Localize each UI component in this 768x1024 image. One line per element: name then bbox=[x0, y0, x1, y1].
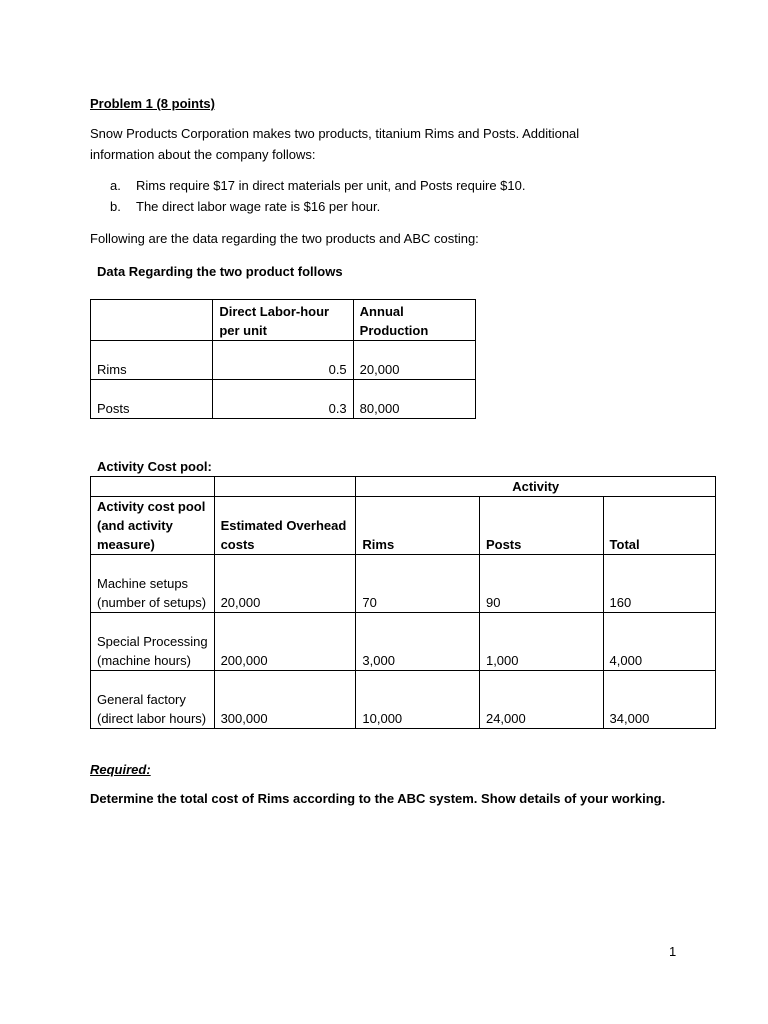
table-cell-empty bbox=[91, 477, 215, 497]
list-item bbox=[110, 175, 525, 196]
activity-group-header: Activity bbox=[356, 477, 716, 497]
table-cell: 4,000 bbox=[603, 613, 715, 671]
table-cell: 24,000 bbox=[479, 671, 603, 729]
activity-table-heading: Activity Cost pool: bbox=[97, 459, 212, 474]
table-cell: Posts bbox=[91, 380, 213, 419]
table-cell: 90 bbox=[479, 555, 603, 613]
table-group-header-row bbox=[91, 477, 716, 497]
table-cell: Machine setups (number of setups) bbox=[91, 555, 215, 613]
table-cell: 34,000 bbox=[603, 671, 715, 729]
activity-cost-table bbox=[90, 476, 716, 729]
required-label: Required: bbox=[90, 762, 151, 777]
following-text: Following are the data regarding the two products and ABC costing: bbox=[90, 231, 479, 246]
table-row bbox=[91, 671, 716, 729]
list-marker: b. bbox=[110, 199, 121, 214]
table-cell: 200,000 bbox=[214, 613, 356, 671]
table-header-row bbox=[91, 300, 476, 341]
table-cell: 20,000 bbox=[214, 555, 356, 613]
table-header-cell: Rims bbox=[356, 497, 480, 555]
table-cell: 80,000 bbox=[353, 380, 475, 419]
list-marker: a. bbox=[110, 178, 121, 193]
table-header-cell: Direct Labor-hour per unit bbox=[213, 300, 353, 341]
table-cell: 10,000 bbox=[356, 671, 480, 729]
table-header-cell: Activity cost pool (and activity measure) bbox=[91, 497, 215, 555]
table-cell: Special Processing (machine hours) bbox=[91, 613, 215, 671]
problem-title: Problem 1 (8 points) bbox=[90, 96, 215, 111]
table-row bbox=[91, 613, 716, 671]
list-item bbox=[110, 196, 525, 217]
table-row bbox=[91, 555, 716, 613]
table-cell: 1,000 bbox=[479, 613, 603, 671]
info-list bbox=[110, 175, 525, 217]
table-cell: Rims bbox=[91, 341, 213, 380]
table-cell: 70 bbox=[356, 555, 480, 613]
table-header-cell bbox=[91, 300, 213, 341]
table-header-row bbox=[91, 497, 716, 555]
table-cell: 300,000 bbox=[214, 671, 356, 729]
table-cell: 20,000 bbox=[353, 341, 475, 380]
table-cell: 0.3 bbox=[213, 380, 353, 419]
intro-line: Snow Products Corporation makes two products, titanium Rims and Posts. Additional bbox=[90, 126, 580, 141]
table-header-cell: Estimated Overhead costs bbox=[214, 497, 356, 555]
table-header-cell: Posts bbox=[479, 497, 603, 555]
product-table-heading: Data Regarding the two product follows bbox=[97, 264, 343, 279]
page-number: 1 bbox=[669, 944, 677, 959]
table-cell: 160 bbox=[603, 555, 715, 613]
table-header-cell: Total bbox=[603, 497, 715, 555]
question-text: Determine the total cost of Rims according to the ABC system. Show details of your working. bbox=[90, 791, 666, 806]
table-header-cell: Annual Production bbox=[353, 300, 475, 341]
table-cell: 3,000 bbox=[356, 613, 480, 671]
list-item-text: Rims require $17 in direct materials per unit, and Posts require $10. bbox=[136, 178, 526, 193]
table-cell: General factory (direct labor hours) bbox=[91, 671, 215, 729]
table-row bbox=[91, 380, 476, 419]
table-cell: 0.5 bbox=[213, 341, 353, 380]
product-data-table bbox=[90, 299, 476, 419]
list-item-text: The direct labor wage rate is $16 per hour. bbox=[136, 199, 381, 214]
intro-paragraph bbox=[90, 123, 650, 165]
table-row bbox=[91, 341, 476, 380]
intro-line: information about the company follows: bbox=[90, 147, 316, 162]
table-cell-empty bbox=[214, 477, 356, 497]
